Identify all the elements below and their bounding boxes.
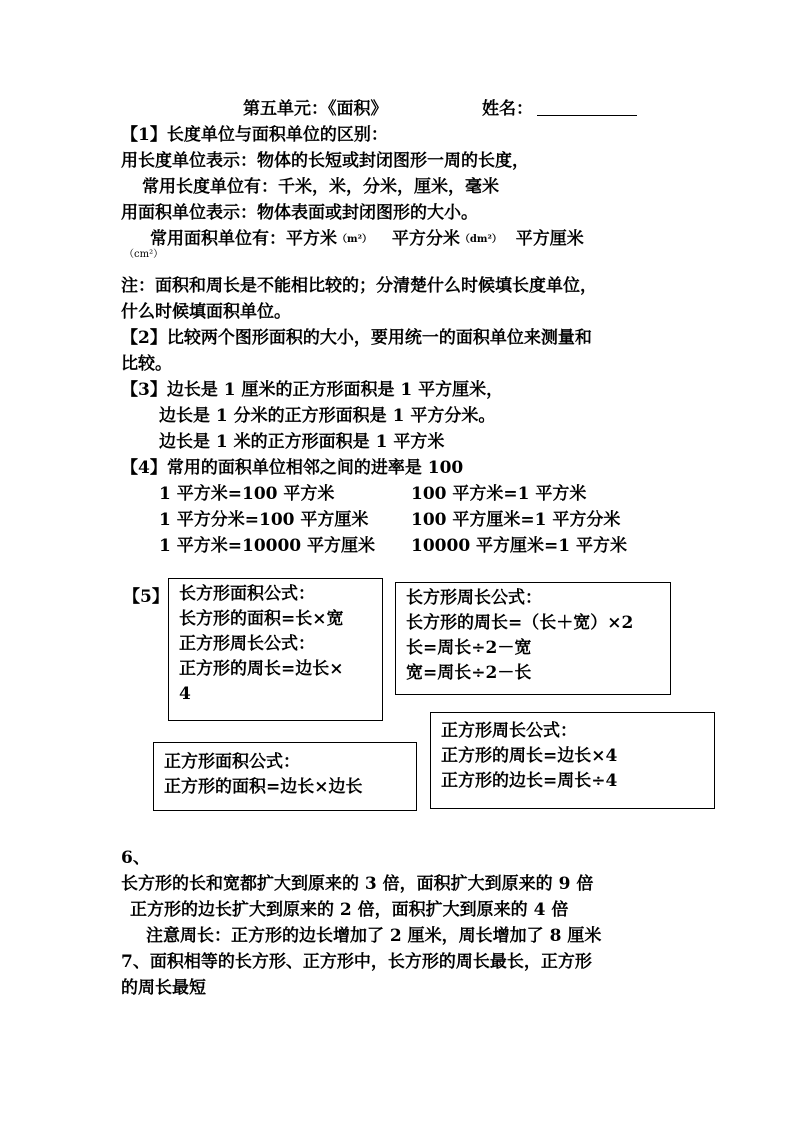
box1-line4: 正方形的周长=边长× <box>179 659 344 679</box>
conversion-right-2: 100 平方厘米=1 平方分米 <box>411 510 621 530</box>
sec6-line1: 长方形的长和宽都扩大到原来的 3 倍，面积扩大到原来的 9 倍 <box>121 874 594 894</box>
sec3-line3: 边长是 1 米的正方形面积是 1 平方米 <box>159 432 445 452</box>
sec1-line1: 用长度单位表示：物体的长短或封闭图形一周的长度， <box>121 151 529 171</box>
sec4-heading: 【4】常用的面积单位相邻之间的进率是 100 <box>121 458 464 478</box>
name-blank <box>537 97 637 116</box>
sec7-line2: 的周长最短 <box>121 978 206 998</box>
sec5-label: 【5】 <box>123 587 169 607</box>
conversion-right-1: 100 平方米=1 平方米 <box>411 484 587 504</box>
sec7-line1: 7、面积相等的长方形、正方形中，长方形的周长最长，正方形 <box>121 952 592 972</box>
box1-line1: 长方形面积公式： <box>179 584 315 604</box>
conversion-left-2: 1 平方分米=100 平方厘米 <box>159 510 369 530</box>
unit-sqdm-symbol: （dm²） <box>459 234 502 245</box>
sec1-line3: 用面积单位表示：物体表面或封闭图形的大小。 <box>121 203 478 223</box>
conversion-left-1: 1 平方米=100 平方米 <box>159 484 335 504</box>
sec1-line4 <box>150 227 584 252</box>
unit-sqm-symbol: （m²） <box>337 234 372 245</box>
box-square-area <box>153 742 417 811</box>
conversion-right-3: 10000 平方厘米=1 平方米 <box>411 536 628 556</box>
unit-sqcm-symbol: （cm²） <box>124 249 164 260</box>
sec3-line2: 边长是 1 分米的正方形面积是 1 平方分米。 <box>159 406 496 426</box>
sec2-line1: 【2】比较两个图形面积的大小，要用统一的面积单位来测量和 <box>121 328 592 348</box>
conversion-left-3: 1 平方米=10000 平方厘米 <box>159 536 376 556</box>
box4-line2: 正方形的面积=边长×边长 <box>164 777 363 797</box>
box1-line3: 正方形周长公式： <box>179 634 315 654</box>
name-label: 姓名： <box>482 99 533 119</box>
page-title: 第五单元：《面积》 <box>243 99 388 119</box>
box3-line3: 正方形的边长=周长÷4 <box>441 771 618 791</box>
box-square-perimeter <box>430 712 715 809</box>
sec1-line2: 常用长度单位有：千米，米，分米，厘米，毫米 <box>142 177 499 197</box>
sec6-line3: 注意周长：正方形的边长增加了 2 厘米，周长增加了 8 厘米 <box>146 926 602 946</box>
box2-line1: 长方形周长公式： <box>406 588 542 608</box>
sec6-number: 6、 <box>121 848 150 868</box>
box1-line2: 长方形的面积=长×宽 <box>179 609 344 629</box>
unit-sqm: 常用面积单位有：平方米 <box>150 229 337 249</box>
unit-sqdm: 平方分米 <box>391 229 460 249</box>
sec2-line2: 比较。 <box>121 354 172 374</box>
box1-line5: 4 <box>179 684 191 704</box>
name-field <box>482 97 637 121</box>
unit-sqcm: 平方厘米 <box>515 229 584 249</box>
box2-line4: 宽=周长÷2－长 <box>406 663 532 683</box>
sec6-line2: 正方形的边长扩大到原来的 2 倍，面积扩大到原来的 4 倍 <box>130 900 569 920</box>
box2-line3: 长=周长÷2－宽 <box>406 638 532 658</box>
box4-line1: 正方形面积公式： <box>164 752 300 772</box>
box-rect-perimeter <box>395 582 671 695</box>
note-line2: 什么时候填面积单位。 <box>121 302 291 322</box>
box3-line1: 正方形周长公式： <box>441 721 577 741</box>
sec3-line1: 【3】边长是 1 厘米的正方形面积是 1 平方厘米， <box>121 380 504 400</box>
sec1-heading: 【1】长度单位与面积单位的区别： <box>121 125 388 145</box>
box2-line2: 长方形的周长=（长＋宽）×2 <box>406 613 634 633</box>
note-line1: 注：面积和周长是不能相比较的；分清楚什么时候填长度单位， <box>121 276 597 296</box>
box3-line2: 正方形的周长=边长×4 <box>441 746 618 766</box>
box-rect-area-square-perimeter <box>168 578 383 721</box>
